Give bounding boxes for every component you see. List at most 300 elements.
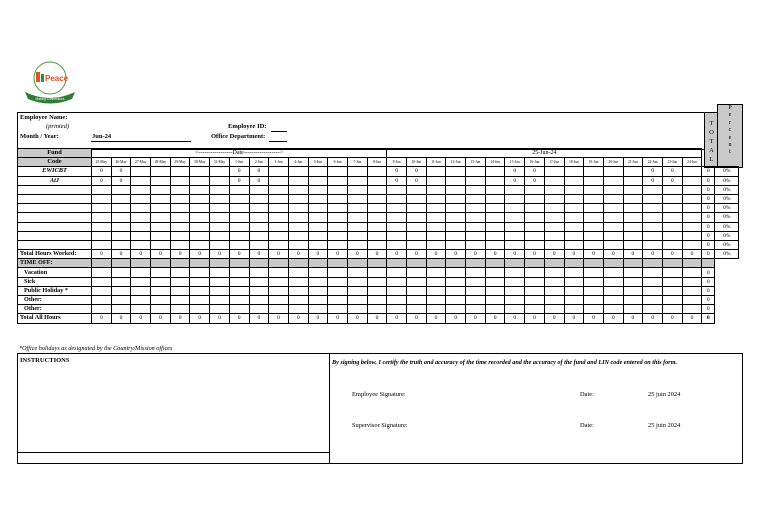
hours-cell[interactable] xyxy=(387,231,407,240)
hours-cell[interactable] xyxy=(544,222,564,231)
hours-cell[interactable] xyxy=(407,231,427,240)
hours-cell[interactable] xyxy=(603,176,623,185)
hours-cell[interactable] xyxy=(505,194,525,203)
hours-cell[interactable] xyxy=(151,167,171,176)
hours-cell[interactable] xyxy=(328,213,348,222)
hours-cell[interactable] xyxy=(210,167,230,176)
hours-cell[interactable] xyxy=(682,185,702,194)
hours-cell[interactable] xyxy=(485,204,505,213)
hours-cell[interactable] xyxy=(485,286,505,295)
hours-cell[interactable] xyxy=(603,277,623,286)
hours-cell[interactable] xyxy=(288,231,308,240)
hours-cell[interactable] xyxy=(151,222,171,231)
hours-cell[interactable] xyxy=(466,194,486,203)
hours-cell[interactable] xyxy=(584,305,604,314)
hours-cell[interactable] xyxy=(92,268,112,277)
hours-cell[interactable] xyxy=(466,286,486,295)
hours-cell[interactable] xyxy=(544,213,564,222)
hours-cell[interactable] xyxy=(131,204,151,213)
hours-cell[interactable] xyxy=(544,185,564,194)
hours-cell[interactable] xyxy=(170,231,190,240)
hours-cell[interactable] xyxy=(308,296,328,305)
hours-cell[interactable] xyxy=(485,240,505,249)
hours-cell[interactable] xyxy=(643,213,663,222)
hours-cell[interactable] xyxy=(505,204,525,213)
hours-cell[interactable] xyxy=(387,305,407,314)
hours-cell[interactable] xyxy=(367,194,387,203)
hours-cell[interactable] xyxy=(505,185,525,194)
hours-cell[interactable] xyxy=(603,305,623,314)
hours-cell[interactable] xyxy=(446,185,466,194)
hours-cell[interactable] xyxy=(229,305,249,314)
hours-cell[interactable] xyxy=(308,204,328,213)
hours-cell[interactable] xyxy=(584,286,604,295)
hours-cell[interactable] xyxy=(210,268,230,277)
hours-cell[interactable] xyxy=(269,296,289,305)
hours-cell[interactable] xyxy=(525,296,545,305)
hours-cell[interactable] xyxy=(288,305,308,314)
hours-cell[interactable] xyxy=(426,176,446,185)
hours-cell[interactable] xyxy=(190,185,210,194)
hours-cell[interactable] xyxy=(603,286,623,295)
hours-cell[interactable] xyxy=(466,268,486,277)
hours-cell[interactable] xyxy=(623,277,643,286)
hours-cell[interactable] xyxy=(190,213,210,222)
hours-cell[interactable] xyxy=(131,231,151,240)
hours-cell[interactable] xyxy=(269,185,289,194)
hours-cell[interactable] xyxy=(544,296,564,305)
hours-cell[interactable] xyxy=(170,222,190,231)
hours-cell[interactable] xyxy=(505,222,525,231)
hours-cell[interactable] xyxy=(623,167,643,176)
hours-cell[interactable] xyxy=(584,194,604,203)
hours-cell[interactable] xyxy=(131,213,151,222)
hours-cell[interactable] xyxy=(151,277,171,286)
hours-cell[interactable] xyxy=(662,296,682,305)
hours-cell[interactable] xyxy=(347,185,367,194)
hours-cell[interactable] xyxy=(603,231,623,240)
hours-cell[interactable] xyxy=(623,176,643,185)
hours-cell[interactable] xyxy=(682,213,702,222)
hours-cell[interactable] xyxy=(623,268,643,277)
hours-cell[interactable] xyxy=(387,185,407,194)
hours-cell[interactable] xyxy=(131,222,151,231)
hours-cell[interactable] xyxy=(426,194,446,203)
hours-cell[interactable] xyxy=(505,296,525,305)
hours-cell[interactable]: 0 xyxy=(249,167,269,176)
hours-cell[interactable] xyxy=(525,194,545,203)
hours-cell[interactable] xyxy=(308,167,328,176)
hours-cell[interactable] xyxy=(466,213,486,222)
hours-cell[interactable] xyxy=(151,305,171,314)
hours-cell[interactable] xyxy=(623,286,643,295)
hours-cell[interactable] xyxy=(407,204,427,213)
hours-cell[interactable] xyxy=(407,213,427,222)
hours-cell[interactable] xyxy=(466,185,486,194)
hours-cell[interactable] xyxy=(544,286,564,295)
hours-cell[interactable] xyxy=(525,213,545,222)
hours-cell[interactable] xyxy=(308,305,328,314)
hours-cell[interactable] xyxy=(623,296,643,305)
hours-cell[interactable] xyxy=(485,296,505,305)
hours-cell[interactable] xyxy=(111,286,131,295)
hours-cell[interactable] xyxy=(505,277,525,286)
hours-cell[interactable] xyxy=(229,277,249,286)
hours-cell[interactable] xyxy=(151,194,171,203)
hours-cell[interactable] xyxy=(564,185,584,194)
hours-cell[interactable] xyxy=(308,231,328,240)
hours-cell[interactable] xyxy=(131,277,151,286)
hours-cell[interactable] xyxy=(623,204,643,213)
hours-cell[interactable] xyxy=(426,305,446,314)
hours-cell[interactable] xyxy=(643,185,663,194)
hours-cell[interactable] xyxy=(407,194,427,203)
hours-cell[interactable] xyxy=(505,305,525,314)
hours-cell[interactable] xyxy=(584,231,604,240)
hours-cell[interactable] xyxy=(229,185,249,194)
hours-cell[interactable] xyxy=(662,185,682,194)
fund-code-cell[interactable]: AtJ xyxy=(18,176,92,185)
hours-cell[interactable] xyxy=(210,204,230,213)
hours-cell[interactable] xyxy=(426,222,446,231)
hours-cell[interactable] xyxy=(367,268,387,277)
hours-cell[interactable] xyxy=(131,305,151,314)
hours-cell[interactable] xyxy=(682,268,702,277)
hours-cell[interactable]: 0 xyxy=(111,176,131,185)
hours-cell[interactable] xyxy=(446,305,466,314)
hours-cell[interactable] xyxy=(347,204,367,213)
hours-cell[interactable] xyxy=(269,268,289,277)
hours-cell[interactable] xyxy=(505,213,525,222)
hours-cell[interactable]: 0 xyxy=(525,176,545,185)
hours-cell[interactable] xyxy=(682,231,702,240)
hours-cell[interactable] xyxy=(328,286,348,295)
hours-cell[interactable] xyxy=(170,240,190,249)
hours-cell[interactable] xyxy=(151,268,171,277)
hours-cell[interactable] xyxy=(564,240,584,249)
hours-cell[interactable] xyxy=(544,194,564,203)
hours-cell[interactable] xyxy=(564,268,584,277)
hours-cell[interactable] xyxy=(485,222,505,231)
hours-cell[interactable] xyxy=(210,305,230,314)
hours-cell[interactable] xyxy=(544,268,564,277)
hours-cell[interactable] xyxy=(151,286,171,295)
hours-cell[interactable] xyxy=(347,268,367,277)
hours-cell[interactable] xyxy=(662,213,682,222)
hours-cell[interactable] xyxy=(446,176,466,185)
hours-cell[interactable] xyxy=(269,167,289,176)
hours-cell[interactable] xyxy=(564,231,584,240)
hours-cell[interactable]: 0 xyxy=(387,176,407,185)
hours-cell[interactable] xyxy=(662,240,682,249)
hours-cell[interactable] xyxy=(485,277,505,286)
hours-cell[interactable] xyxy=(387,222,407,231)
hours-cell[interactable] xyxy=(229,268,249,277)
hours-cell[interactable] xyxy=(328,296,348,305)
hours-cell[interactable]: 0 xyxy=(249,176,269,185)
hours-cell[interactable] xyxy=(269,194,289,203)
hours-cell[interactable] xyxy=(249,305,269,314)
hours-cell[interactable] xyxy=(603,296,623,305)
fund-code-cell[interactable] xyxy=(18,194,92,203)
hours-cell[interactable] xyxy=(249,268,269,277)
hours-cell[interactable] xyxy=(92,296,112,305)
hours-cell[interactable] xyxy=(505,231,525,240)
hours-cell[interactable] xyxy=(249,286,269,295)
hours-cell[interactable] xyxy=(485,305,505,314)
hours-cell[interactable] xyxy=(662,268,682,277)
hours-cell[interactable] xyxy=(564,222,584,231)
hours-cell[interactable] xyxy=(603,194,623,203)
hours-cell[interactable] xyxy=(603,213,623,222)
hours-cell[interactable]: 0 xyxy=(407,167,427,176)
hours-cell[interactable] xyxy=(682,167,702,176)
hours-cell[interactable] xyxy=(131,167,151,176)
hours-cell[interactable] xyxy=(347,296,367,305)
hours-cell[interactable] xyxy=(131,296,151,305)
hours-cell[interactable] xyxy=(210,286,230,295)
hours-cell[interactable] xyxy=(446,268,466,277)
hours-cell[interactable] xyxy=(387,286,407,295)
hours-cell[interactable] xyxy=(288,222,308,231)
hours-cell[interactable] xyxy=(466,240,486,249)
hours-cell[interactable] xyxy=(288,277,308,286)
hours-cell[interactable] xyxy=(564,176,584,185)
hours-cell[interactable] xyxy=(446,296,466,305)
hours-cell[interactable] xyxy=(328,240,348,249)
hours-cell[interactable] xyxy=(387,277,407,286)
hours-cell[interactable] xyxy=(190,167,210,176)
hours-cell[interactable] xyxy=(485,268,505,277)
hours-cell[interactable] xyxy=(584,185,604,194)
hours-cell[interactable] xyxy=(92,240,112,249)
hours-cell[interactable] xyxy=(367,240,387,249)
hours-cell[interactable] xyxy=(446,222,466,231)
hours-cell[interactable] xyxy=(151,296,171,305)
hours-cell[interactable] xyxy=(584,222,604,231)
hours-cell[interactable] xyxy=(308,194,328,203)
hours-cell[interactable] xyxy=(229,296,249,305)
hours-cell[interactable] xyxy=(367,286,387,295)
hours-cell[interactable] xyxy=(170,277,190,286)
hours-cell[interactable] xyxy=(564,286,584,295)
hours-cell[interactable] xyxy=(603,167,623,176)
hours-cell[interactable] xyxy=(682,194,702,203)
fund-code-cell[interactable] xyxy=(18,240,92,249)
hours-cell[interactable] xyxy=(347,305,367,314)
hours-cell[interactable]: 0 xyxy=(92,176,112,185)
hours-cell[interactable] xyxy=(544,204,564,213)
hours-cell[interactable] xyxy=(269,305,289,314)
hours-cell[interactable] xyxy=(92,185,112,194)
month-year-value[interactable]: Jun-24 xyxy=(92,133,112,140)
hours-cell[interactable] xyxy=(367,231,387,240)
hours-cell[interactable]: 0 xyxy=(407,176,427,185)
hours-cell[interactable] xyxy=(347,277,367,286)
hours-cell[interactable] xyxy=(347,222,367,231)
hours-cell[interactable] xyxy=(210,194,230,203)
hours-cell[interactable] xyxy=(367,185,387,194)
hours-cell[interactable]: 0 xyxy=(505,176,525,185)
hours-cell[interactable]: 0 xyxy=(229,167,249,176)
hours-cell[interactable] xyxy=(525,305,545,314)
hours-cell[interactable] xyxy=(190,204,210,213)
hours-cell[interactable] xyxy=(308,213,328,222)
hours-cell[interactable] xyxy=(643,296,663,305)
hours-cell[interactable] xyxy=(328,222,348,231)
hours-cell[interactable] xyxy=(584,176,604,185)
hours-cell[interactable] xyxy=(387,268,407,277)
hours-cell[interactable]: 0 xyxy=(387,167,407,176)
hours-cell[interactable] xyxy=(92,194,112,203)
hours-cell[interactable] xyxy=(328,268,348,277)
hours-cell[interactable] xyxy=(367,213,387,222)
hours-cell[interactable] xyxy=(426,213,446,222)
hours-cell[interactable] xyxy=(387,213,407,222)
hours-cell[interactable] xyxy=(662,277,682,286)
hours-cell[interactable] xyxy=(308,176,328,185)
hours-cell[interactable] xyxy=(564,167,584,176)
hours-cell[interactable] xyxy=(288,194,308,203)
hours-cell[interactable] xyxy=(623,185,643,194)
hours-cell[interactable] xyxy=(131,240,151,249)
hours-cell[interactable] xyxy=(151,231,171,240)
hours-cell[interactable] xyxy=(269,277,289,286)
hours-cell[interactable] xyxy=(485,194,505,203)
hours-cell[interactable] xyxy=(347,286,367,295)
hours-cell[interactable] xyxy=(367,296,387,305)
hours-cell[interactable] xyxy=(544,231,564,240)
hours-cell[interactable] xyxy=(269,213,289,222)
hours-cell[interactable] xyxy=(584,204,604,213)
hours-cell[interactable] xyxy=(269,286,289,295)
hours-cell[interactable] xyxy=(525,185,545,194)
fund-code-cell[interactable] xyxy=(18,222,92,231)
hours-cell[interactable] xyxy=(485,185,505,194)
hours-cell[interactable] xyxy=(643,222,663,231)
hours-cell[interactable] xyxy=(347,167,367,176)
hours-cell[interactable] xyxy=(643,305,663,314)
hours-cell[interactable] xyxy=(92,305,112,314)
hours-cell[interactable] xyxy=(643,277,663,286)
hours-cell[interactable] xyxy=(111,194,131,203)
hours-cell[interactable] xyxy=(151,213,171,222)
hours-cell[interactable] xyxy=(190,194,210,203)
hours-cell[interactable]: 0 xyxy=(643,167,663,176)
hours-cell[interactable] xyxy=(525,240,545,249)
hours-cell[interactable] xyxy=(407,240,427,249)
hours-cell[interactable] xyxy=(407,222,427,231)
hours-cell[interactable] xyxy=(269,231,289,240)
hours-cell[interactable] xyxy=(151,185,171,194)
hours-cell[interactable] xyxy=(288,240,308,249)
hours-cell[interactable] xyxy=(446,204,466,213)
hours-cell[interactable]: 0 xyxy=(111,167,131,176)
hours-cell[interactable] xyxy=(111,204,131,213)
hours-cell[interactable] xyxy=(92,286,112,295)
hours-cell[interactable] xyxy=(466,167,486,176)
hours-cell[interactable] xyxy=(485,167,505,176)
hours-cell[interactable] xyxy=(544,167,564,176)
hours-cell[interactable] xyxy=(367,167,387,176)
hours-cell[interactable] xyxy=(584,167,604,176)
hours-cell[interactable] xyxy=(564,305,584,314)
hours-cell[interactable] xyxy=(288,176,308,185)
hours-cell[interactable] xyxy=(288,296,308,305)
hours-cell[interactable] xyxy=(210,296,230,305)
hours-cell[interactable] xyxy=(170,305,190,314)
hours-cell[interactable] xyxy=(190,222,210,231)
hours-cell[interactable] xyxy=(249,296,269,305)
hours-cell[interactable] xyxy=(367,305,387,314)
hours-cell[interactable] xyxy=(308,240,328,249)
hours-cell[interactable] xyxy=(170,268,190,277)
hours-cell[interactable] xyxy=(367,222,387,231)
hours-cell[interactable] xyxy=(426,268,446,277)
hours-cell[interactable] xyxy=(682,222,702,231)
hours-cell[interactable] xyxy=(210,277,230,286)
hours-cell[interactable] xyxy=(229,231,249,240)
fund-code-cell[interactable] xyxy=(18,213,92,222)
hours-cell[interactable] xyxy=(111,213,131,222)
hours-cell[interactable] xyxy=(623,213,643,222)
hours-cell[interactable] xyxy=(288,204,308,213)
hours-cell[interactable] xyxy=(426,167,446,176)
hours-cell[interactable] xyxy=(288,268,308,277)
hours-cell[interactable] xyxy=(407,268,427,277)
hours-cell[interactable] xyxy=(682,305,702,314)
hours-cell[interactable] xyxy=(229,204,249,213)
hours-cell[interactable] xyxy=(682,277,702,286)
hours-cell[interactable] xyxy=(229,222,249,231)
hours-cell[interactable]: 0 xyxy=(662,176,682,185)
hours-cell[interactable] xyxy=(446,167,466,176)
hours-cell[interactable]: 0 xyxy=(505,167,525,176)
hours-cell[interactable] xyxy=(190,240,210,249)
hours-cell[interactable] xyxy=(269,176,289,185)
hours-cell[interactable] xyxy=(446,213,466,222)
hours-cell[interactable] xyxy=(682,296,702,305)
hours-cell[interactable] xyxy=(229,213,249,222)
hours-cell[interactable] xyxy=(407,296,427,305)
hours-cell[interactable] xyxy=(544,277,564,286)
hours-cell[interactable] xyxy=(190,277,210,286)
hours-cell[interactable] xyxy=(210,240,230,249)
hours-cell[interactable] xyxy=(643,194,663,203)
hours-cell[interactable] xyxy=(229,194,249,203)
hours-cell[interactable] xyxy=(525,268,545,277)
hours-cell[interactable] xyxy=(367,277,387,286)
hours-cell[interactable] xyxy=(111,277,131,286)
hours-cell[interactable] xyxy=(525,222,545,231)
fund-code-cell[interactable]: EWICBT xyxy=(18,167,92,176)
hours-cell[interactable] xyxy=(249,222,269,231)
hours-cell[interactable] xyxy=(328,231,348,240)
hours-cell[interactable] xyxy=(387,296,407,305)
hours-cell[interactable] xyxy=(446,194,466,203)
hours-cell[interactable] xyxy=(544,305,564,314)
hours-cell[interactable] xyxy=(662,231,682,240)
hours-cell[interactable] xyxy=(210,231,230,240)
hours-cell[interactable] xyxy=(328,167,348,176)
hours-cell[interactable]: 0 xyxy=(662,167,682,176)
hours-cell[interactable] xyxy=(170,167,190,176)
hours-cell[interactable] xyxy=(170,286,190,295)
hours-cell[interactable] xyxy=(151,240,171,249)
hours-cell[interactable] xyxy=(426,204,446,213)
hours-cell[interactable] xyxy=(544,240,564,249)
hours-cell[interactable] xyxy=(485,231,505,240)
